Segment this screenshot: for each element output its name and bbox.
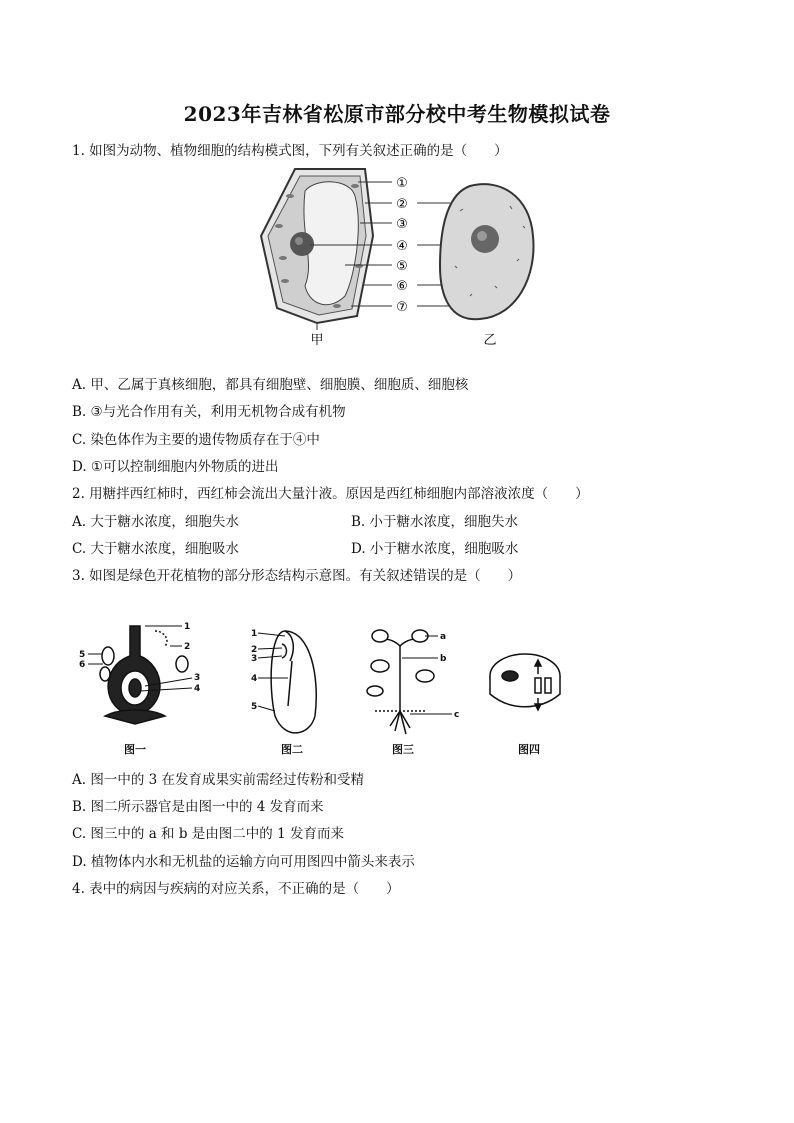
q2-option-c[interactable]: C. 大于糖水浓度，细胞吸水 [72, 541, 239, 557]
question-2-stem: 2. 用糖拌西红柿时，西红柿会流出大量汁液。原因是西红柿细胞内部溶液浓度（ ） [72, 486, 589, 502]
figure-2-seed [271, 631, 316, 733]
svg-text:5: 5 [251, 702, 258, 712]
figure-4-stem-section [490, 654, 560, 710]
cell-part-numbers [396, 176, 408, 315]
cell-structure-figure [255, 166, 545, 351]
q3-option-c[interactable]: C. 图三中的 a 和 b 是由图二中的 1 发育而来 [72, 826, 344, 842]
q2-option-a[interactable]: A. 大于糖水浓度，细胞失水 [72, 514, 239, 530]
label-2: ② [396, 197, 408, 212]
q2-option-d[interactable]: D. 小于糖水浓度，细胞吸水 [351, 541, 519, 557]
label-4: ④ [396, 239, 408, 254]
q3-option-b[interactable]: B. 图二所示器官是由图一中的 4 发育而来 [72, 799, 324, 815]
q3-option-d[interactable]: D. 植物体内水和无机盐的运输方向可用图四中箭头来表示 [72, 854, 415, 870]
label-6: ⑥ [396, 279, 408, 294]
svg-text:3: 3 [194, 673, 201, 683]
figure-3-seedling [367, 630, 434, 734]
svg-text:2: 2 [251, 645, 258, 655]
svg-text:5: 5 [79, 650, 86, 660]
question-3-stem: 3. 如图是绿色开花植物的部分形态结构示意图。有关叙述错误的是（ ） [72, 568, 522, 584]
q2-option-b[interactable]: B. 小于糖水浓度，细胞失水 [351, 514, 519, 530]
figure-1-pistil [100, 626, 191, 724]
svg-text:4: 4 [194, 684, 201, 694]
svg-text:a: a [440, 632, 447, 642]
svg-text:4: 4 [251, 674, 258, 684]
q1-option-d[interactable]: D. ①可以控制细胞内外物质的进出 [72, 459, 279, 475]
q1-option-a[interactable]: A. 甲、乙属于真核细胞，都具有细胞壁、细胞膜、细胞质、细胞核 [72, 377, 469, 393]
svg-text:b: b [440, 654, 447, 664]
figure-caption-yi: 乙 [483, 333, 497, 348]
question-1-stem: 1. 如图为动物、植物细胞的结构模式图，下列有关叙述正确的是（ ） [72, 143, 508, 159]
q3-option-a[interactable]: A. 图一中的 3 在发育成果实前需经过传粉和受精 [72, 772, 365, 788]
figure-caption-jia: 甲 [310, 333, 324, 348]
flowering-plant-figures [70, 616, 580, 761]
label-5: ⑤ [396, 259, 408, 274]
page-title: 2023年吉林省松原市部分校中考生物模拟试卷 [183, 102, 611, 126]
svg-text:1: 1 [251, 629, 258, 639]
svg-text:3: 3 [251, 654, 258, 664]
label-3: ③ [396, 217, 408, 232]
label-7: ⑦ [396, 300, 408, 315]
animal-cell-diagram [440, 184, 534, 319]
svg-text:2: 2 [184, 642, 191, 652]
figure-2-labels [251, 629, 288, 712]
caption-fig3: 图三 [392, 743, 414, 756]
label-1: ① [396, 176, 408, 191]
svg-text:1: 1 [184, 622, 191, 632]
caption-fig2: 图二 [281, 743, 303, 756]
caption-fig1: 图一 [124, 743, 146, 756]
svg-text:c: c [454, 710, 460, 720]
question-4-stem: 4. 表中的病因与疾病的对应关系，不正确的是（ ） [72, 881, 400, 897]
figure-captions [124, 742, 540, 756]
q1-option-b[interactable]: B. ③与光合作用有关，利用无机物合成有机物 [72, 404, 346, 420]
caption-fig4: 图四 [518, 743, 540, 756]
svg-text:6: 6 [79, 660, 86, 670]
q1-option-c[interactable]: C. 染色体作为主要的遗传物质存在于④中 [72, 432, 320, 448]
